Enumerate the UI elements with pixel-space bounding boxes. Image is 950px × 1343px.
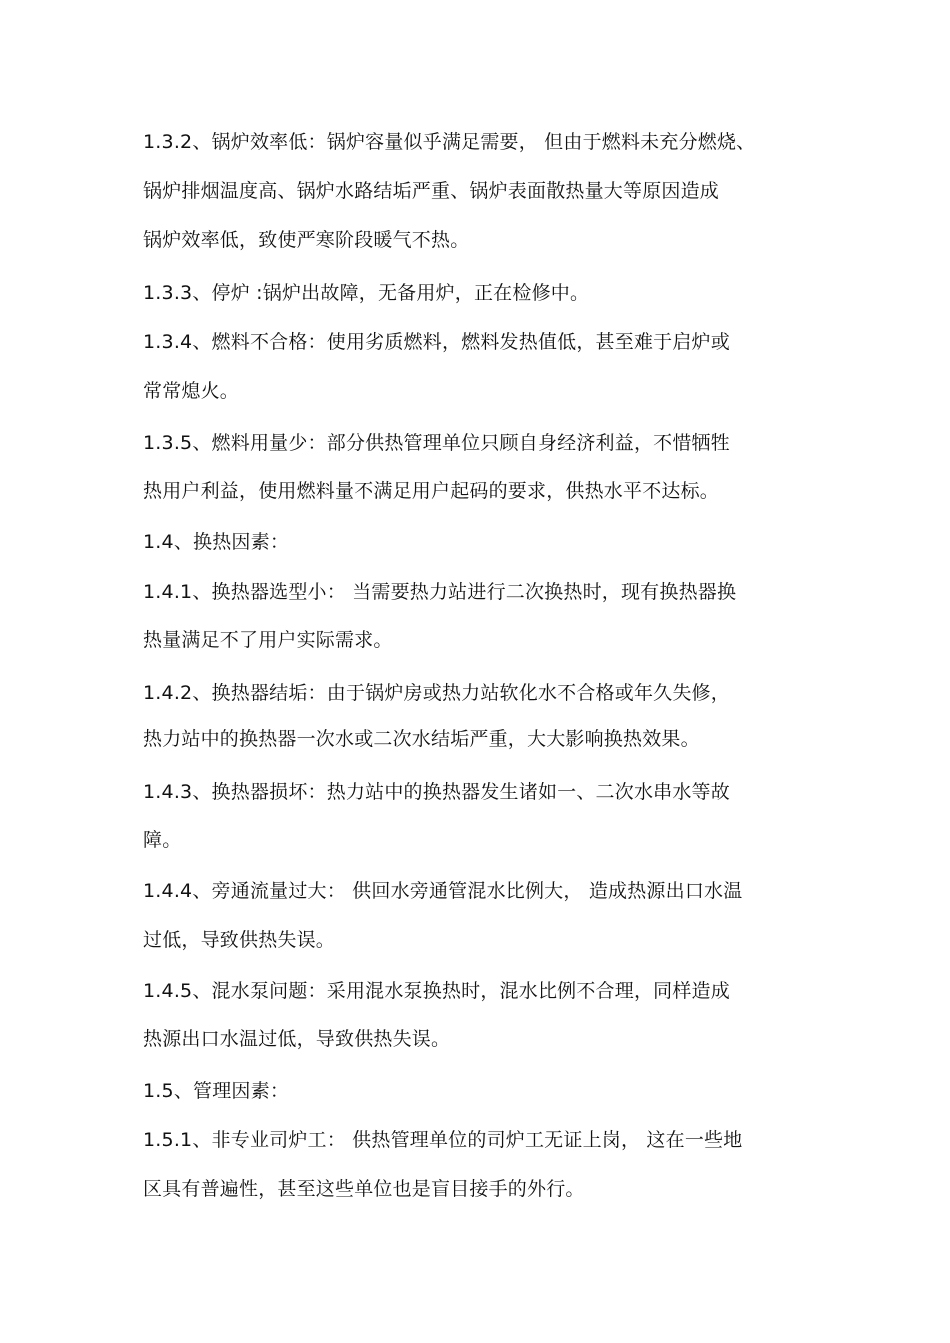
section-heading: 1.5、管理因素： — [143, 1080, 290, 1102]
text-line: 1.5.1、非专业司炉工： 供热管理单位的司炉工无证上岗， 这在一些地 — [143, 1129, 743, 1151]
text-line: 1.3.4、燃料不合格：使用劣质燃料，燃料发热值低，甚至难于启炉或 — [143, 331, 730, 353]
text-line: 1.4.3、换热器损坏：热力站中的换热器发生诸如一、二次水串水等故 — [143, 781, 730, 803]
text-line: 1.4.4、旁通流量过大： 供回水旁通管混水比例大， 造成热源出口水温 — [143, 880, 743, 902]
text-line: 1.4.2、换热器结垢：由于锅炉房或热力站软化水不合格或年久失修， — [143, 682, 730, 704]
text-line: 锅炉效率低，致使严寒阶段暖气不热。 — [143, 229, 470, 251]
text-line: 1.3.5、燃料用量少：部分供热管理单位只顾自身经济利益，不惜牺牲 — [143, 432, 730, 454]
text-line: 1.4.5、混水泵问题：采用混水泵换热时，混水比例不合理，同样造成 — [143, 980, 730, 1002]
text-line: 1.3.3、停炉 :锅炉出故障，无备用炉，正在检修中。 — [143, 282, 590, 304]
text-line: 区具有普遍性，甚至这些单位也是盲目接手的外行。 — [143, 1178, 585, 1200]
text-line: 1.4.1、换热器选型小： 当需要热力站进行二次换热时，现有换热器换 — [143, 581, 737, 603]
text-line: 障。 — [143, 829, 182, 851]
text-line: 锅炉排烟温度高、锅炉水路结垢严重、锅炉表面散热量大等原因造成 — [143, 180, 720, 202]
text-line: 过低，导致供热失误。 — [143, 929, 336, 951]
text-line: 1.3.2、锅炉效率低：锅炉容量似乎满足需要， 但由于燃料未充分燃烧、 — [143, 131, 756, 153]
section-heading: 1.4、换热因素： — [143, 531, 290, 553]
text-line: 热量满足不了用户实际需求。 — [143, 629, 393, 651]
text-line: 常常熄火。 — [143, 380, 240, 402]
text-line: 热用户利益，使用燃料量不满足用户起码的要求，供热水平不达标。 — [143, 480, 720, 502]
text-line: 热源出口水温过低，导致供热失误。 — [143, 1028, 451, 1050]
text-line: 热力站中的换热器一次水或二次水结垢严重，大大影响换热效果。 — [143, 728, 700, 750]
